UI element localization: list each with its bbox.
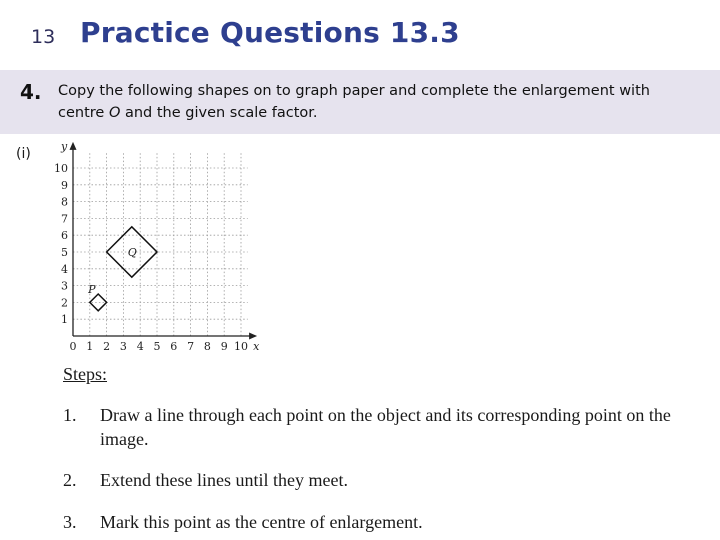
step-1-number: 1. [63, 405, 77, 425]
grid-lines [73, 153, 248, 336]
x-tick-label: 7 [187, 340, 195, 353]
question-text-part1: Copy the following shapes on to graph paper and complete the enlargement with centre [58, 83, 650, 121]
x-tick-label: 4 [136, 340, 144, 353]
y-tick-label: 4 [61, 262, 68, 276]
step-2-number: 2. [63, 470, 77, 490]
question-text-part2: and the given scale factor. [120, 105, 318, 121]
chapter-number: 13 [31, 26, 56, 48]
x-tick-label: 6 [170, 340, 178, 353]
steps-heading: Steps: [63, 364, 108, 384]
y-tick-label: 9 [61, 178, 68, 192]
x-tick-label: 3 [119, 340, 127, 353]
x-tick-label: 1 [86, 340, 94, 353]
x-tick-label: 9 [220, 340, 228, 353]
step-3-text: Mark this point as the centre of enlargement. [100, 512, 423, 532]
x-axis-label: x [253, 340, 260, 353]
y-tick-label: 3 [61, 279, 68, 293]
part-label: (i) [16, 146, 31, 162]
y-tick-label: 2 [61, 296, 68, 310]
y-axis-arrow [70, 142, 77, 150]
coordinate-graph [50, 142, 270, 354]
question-text [58, 80, 698, 124]
step-2-text: Extend these lines until they meet. [100, 470, 348, 490]
x-tick-label: 0 [69, 340, 77, 353]
page-title: Practice Questions 13.3 [80, 16, 460, 49]
x-axis-arrow [249, 333, 257, 340]
shape-q-label: Q [127, 246, 137, 259]
x-tick-label: 2 [103, 340, 111, 353]
question-number: 4. [20, 80, 42, 104]
x-tick-label: 10 [234, 340, 248, 353]
question-bar [0, 70, 720, 134]
tick-labels [54, 142, 260, 353]
y-tick-label: 8 [61, 195, 68, 209]
step-3-number: 3. [63, 512, 77, 532]
y-tick-label: 7 [61, 212, 68, 226]
step-1-text: Draw a line through each point on the object and its corresponding point on the image. [100, 405, 671, 449]
y-tick-label: 10 [54, 162, 68, 175]
x-tick-label: 5 [153, 340, 161, 353]
y-axis-label: y [61, 142, 68, 153]
y-tick-label: 5 [61, 246, 68, 259]
question-text-italic: O [108, 105, 121, 121]
shape-p-label: P [88, 283, 96, 297]
y-tick-label: 6 [61, 229, 68, 243]
x-tick-label: 8 [203, 340, 211, 353]
y-tick-label: 1 [61, 313, 68, 327]
